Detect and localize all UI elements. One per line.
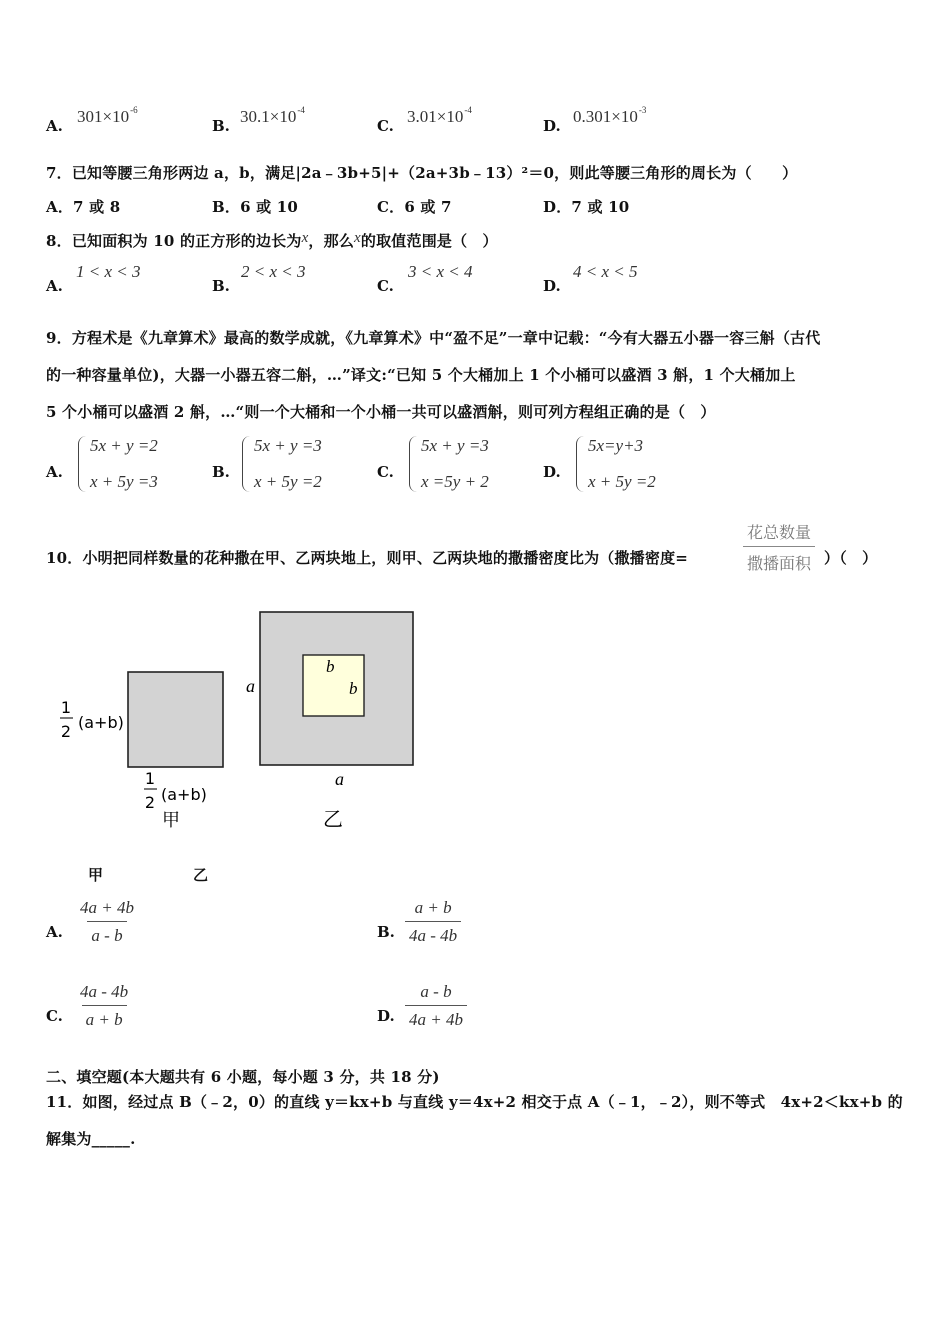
yi-inner-b-right: b	[349, 679, 358, 698]
q8-option-b-label: B.	[212, 277, 230, 295]
q10-density-fraction	[743, 520, 815, 574]
q10-density-numerator: 花总数量	[747, 523, 812, 542]
q10-option-b-fraction	[405, 898, 461, 946]
q8-option-d-label: D.	[543, 277, 561, 295]
yi-inner-b-top: b	[326, 657, 335, 676]
jia-left-half-den: 2	[60, 722, 72, 741]
q7-option-d: D．7 或 10	[543, 198, 630, 216]
jia-bottom-ab: (a+b)	[161, 785, 207, 804]
q9-option-c-eq1: 5x + y =3	[421, 436, 489, 455]
q7-option-c: C．6 或 7	[377, 198, 452, 216]
q10-option-a-label: A.	[46, 923, 63, 941]
q9-stem-line2: 的一种容量单位)，大器一小器五容二斛，…”译文:“已知 5 个大桶加上 1 个小桶可以盛酒 3 斛，1 个大桶加上	[46, 366, 796, 384]
yi-side-a-left: a	[246, 676, 255, 696]
jia-bottom-half-num: 1	[144, 769, 156, 788]
q9-stem-line3: 5 个小桶可以盛酒 2 斛，…“则一个大桶和一个小桶一共可以盛酒斛，则可列方程组正确的是（ ）	[46, 403, 716, 421]
q11-stem-line2: 解集为_____.	[46, 1130, 136, 1148]
q10-option-c-label: C.	[46, 1007, 63, 1025]
q6-option-a-value: $301\times 10^{-6}$	[77, 105, 138, 126]
jia-figure-label: 甲	[162, 810, 180, 831]
jia-left-half-num: 1	[60, 698, 72, 717]
q10-caption-jia: 甲	[88, 866, 104, 884]
q9-option-a-eq2: x + 5y =3	[90, 472, 158, 491]
q10-option-c-den: a + b	[82, 1005, 127, 1030]
q9-option-a-system	[78, 436, 158, 492]
q9-options	[0, 436, 950, 496]
q10-option-a-den: a - b	[87, 921, 126, 946]
q10-figure	[40, 600, 440, 840]
q10-option-d-num: a - b	[420, 982, 452, 1001]
q7-option-a: A．7 或 8	[46, 198, 121, 216]
q10-stem-end: ）（ ）	[824, 549, 878, 567]
q6-option-c-value: $3.01\times 10^{-4}$	[407, 105, 472, 126]
q11-stem-line1: 11．如图，经过点 B（﹣2，0）的直线 y＝kx+b 与直线 y＝4x+2 相交于点 A（﹣1，﹣2），则不等式 4x+2＜kx+b 的	[46, 1093, 903, 1111]
q8-stem: 8．已知面积为 10 的正方形的边长为x，那么x的取值范围是（ ）	[46, 230, 498, 250]
q6-option-c-label: C.	[377, 117, 394, 135]
q8-option-c-label: C.	[377, 277, 394, 295]
q6-options	[0, 100, 950, 140]
q10-option-d-den: 4a + 4b	[405, 1005, 467, 1030]
q7-options	[0, 196, 950, 218]
yi-side-a-bottom: a	[335, 769, 344, 789]
q6-option-d-value: $0.301\times 10^{-3}$	[573, 105, 647, 126]
jia-left-ab: (a+b)	[78, 713, 124, 732]
q9-option-d-eq2: x + 5y =2	[588, 472, 656, 491]
q9-option-b-system	[242, 436, 322, 492]
q6-option-d-label: D.	[543, 117, 561, 135]
q6-option-a-label: A.	[46, 117, 63, 135]
jia-bottom-half-den: 2	[144, 793, 156, 812]
q8-option-b-value: 2 < x < 3	[241, 262, 306, 281]
q9-option-d-label: D.	[543, 463, 561, 481]
q10-option-c-fraction	[76, 982, 132, 1030]
q6-option-b-label: B.	[212, 117, 230, 135]
yi-figure-label: 乙	[323, 807, 343, 831]
q9-option-b-label: B.	[212, 463, 230, 481]
q9-option-d-system	[576, 436, 656, 492]
q10-option-d-fraction	[405, 982, 467, 1030]
q8-option-a-value: 1 < x < 3	[76, 262, 141, 281]
section2-title: 二、填空题(本大题共有 6 小题，每小题 3 分，共 18 分)	[46, 1068, 440, 1086]
q9-option-b-eq2: x + 5y =2	[254, 472, 322, 491]
q7-stem: 7．已知等腰三角形两边 a，b，满足|2a﹣3b+5|+（2a+3b﹣13）²＝0，则此等腰三角形的周长为（ ）	[46, 164, 798, 182]
q10-density-denominator: 撒播面积	[743, 546, 815, 574]
q10-stem: 10．小明把同样数量的花种撒在甲、乙两块地上，则甲、乙两块地的撒播密度比为（撒播密度=	[46, 549, 689, 567]
q9-option-c-label: C.	[377, 463, 394, 481]
q8-option-d-value: 4 < x < 5	[573, 262, 638, 281]
q10-option-b-label: B.	[377, 923, 395, 941]
q8-options	[0, 262, 950, 298]
q9-stem-line1: 9．方程术是《九章算术》最高的数学成就，《九章算术》中“盈不足”一章中记载：“今有大器五小器一容三斛（古代	[46, 329, 821, 347]
q8-option-a-label: A.	[46, 277, 63, 295]
q9-option-c-system	[409, 436, 489, 492]
q9-option-a-label: A.	[46, 463, 63, 481]
plot-jia-square	[128, 672, 223, 767]
q7-option-b: B．6 或 10	[212, 198, 299, 216]
q6-option-b-value: $30.1\times 10^{-4}$	[240, 105, 305, 126]
q10-option-c-num: 4a - 4b	[80, 982, 129, 1001]
q10-option-b-den: 4a - 4b	[405, 921, 461, 946]
q8-option-c-value: 3 < x < 4	[408, 262, 473, 281]
q9-option-c-eq2: x =5y + 2	[421, 472, 489, 491]
q10-option-d-label: D.	[377, 1007, 395, 1025]
q10-caption-yi: 乙	[193, 866, 209, 884]
q10-option-a-num: 4a + 4b	[80, 898, 134, 917]
q9-option-b-eq1: 5x + y =3	[254, 436, 322, 455]
q9-option-a-eq1: 5x + y =2	[90, 436, 158, 455]
q10-option-b-num: a + b	[414, 898, 452, 917]
q9-option-d-eq1: 5x=y+3	[588, 436, 644, 455]
q10-option-a-fraction	[76, 898, 138, 946]
